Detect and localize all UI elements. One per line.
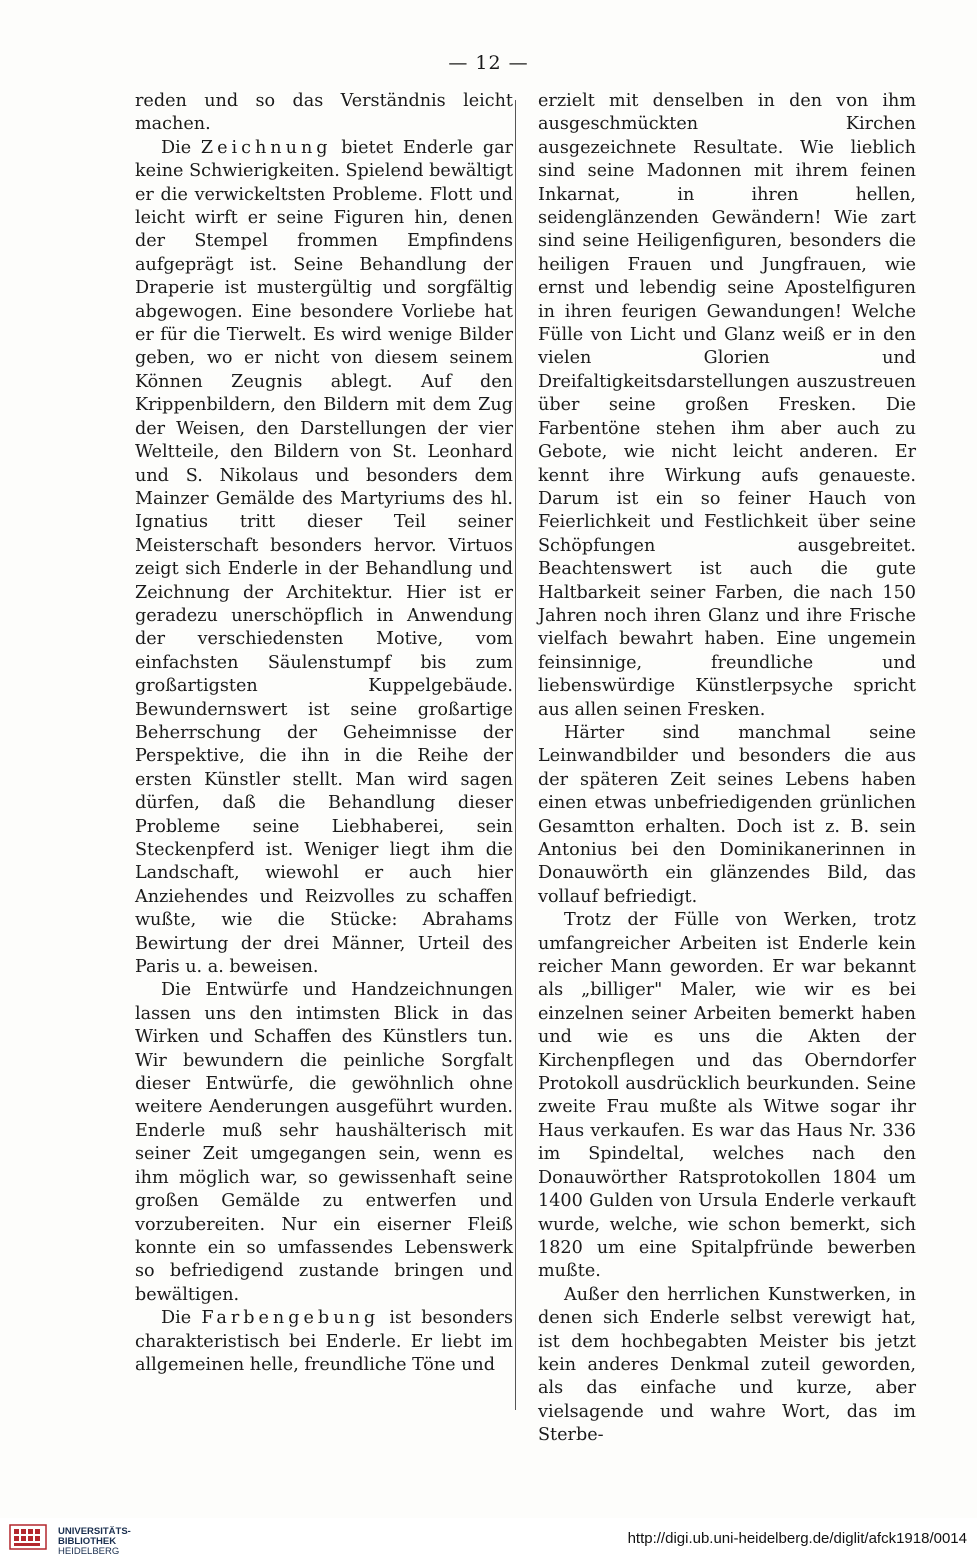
left-paragraph-2-lead: Die <box>161 137 201 158</box>
left-paragraph-2-body: bietet Enderle gar keine Schwierigkeiten. Spielend bewältigt er die verwickeltsten Probleme. Flott und leicht wirft er seine Figuren hin, denen der Stempel frommen Empfindens aufgeprägt ist. Seine Behandlung der Draperie ist mustergültig und sorgfältig abgewogen. Eine besondere Vorliebe hat er für die Tierwelt. Es wird wenige Bilder geben, wo er nicht von diesem seinem Können Zeugnis ablegt. Auf den Krippenbildern, den Bildern mit dem Zug der Weisen, den Darstellungen der vier Weltteile, den Bildern von St. Leonhard und S. Nikolaus und besonders dem Mainzer Gemälde des Martyriums des hl. Ignatius tritt dieser Teil seiner Meisterschaft besonders hervor. Virtuos zeigt sich Enderle in der Behandlung und Zeichnung der Architektur. Hier ist er geradezu unerschöpflich in Anwendung der verschiedensten Motive, vom einfachsten Säulenstumpf bis zum großartigsten Kuppelgebäude. Bewundernswert ist seine großartige Beherrschung der Geheimnisse der Perspektive, die ihn in die Reihe der ersten Künstler stellt. Man wird sagen dürfen, daß die Behandlung dieser Probleme seine Liebhaberei, sein Steckenpferd ist. Weniger liegt ihm die Landschaft, wiewohl er auch hier Anziehendes und Reizvolles zu schaffen wußte, wie die Stücke: Abrahams Bewirtung der drei Männer, Urteil des Paris u. a. beweisen. <box>135 137 513 978</box>
library-name-line-1: UNIVERSITÄTS- <box>58 1526 131 1537</box>
right-paragraph-2: Härter sind manchmal seine Leinwandbilder und besonders die aus der späteren Zeit seines Lebens haben einen etwas unbefriedigenden grünlichen Gesamtton erhalten. Doch ist z. B. sein Antonius bei den Dominikanerinnen in Donauwörth ein glänzendes Bild, das vollauf befriedigt. <box>538 722 916 907</box>
right-paragraph-4: Außer den herrlichen Kunstwerken, in denen sich Enderle selbst verewigt hat, ist dem hochbegabten Meister bis jetzt kein anderes Denkmal zuteil geworden, als das einfache und kurze, aber vielsagende und wahre Wort, das im Sterbe- <box>538 1284 916 1446</box>
page-number: — 12 — <box>448 52 529 74</box>
library-name-line-3: HEIDELBERG <box>58 1546 120 1557</box>
source-url-link[interactable]: http://digi.ub.uni-heidelberg.de/diglit/afck1918/0014 <box>627 1530 967 1547</box>
left-paragraph-4-lead: Die <box>161 1308 202 1329</box>
left-paragraph-3: Die Entwürfe und Handzeichnungen lassen uns den intimsten Blick in das Wirken und Schaffen des Künstlers tun. Wir bewundern die peinliche Sorgfalt dieser Entwürfe, die gewöhnlich ohne weitere Aenderungen ausgeführt wurden. Enderle muß sehr haushälterisch mit seiner Zeit umgegangen sein, wenn es ihm möglich war, so gewissenhaft seine großen Gemälde zu entwerfen und vorzubereiten. Nur ein eiserner Fleiß konnte ein so umfassendes Lebenswerk so befriedigend zustande bringen und bewältigen. <box>135 980 513 1305</box>
library-logo-icon <box>8 1522 52 1552</box>
library-name-line-2: BIBLIOTHEK <box>58 1536 117 1547</box>
right-paragraph-3: Trotz der Fülle von Werken, trotz umfangreicher Arbeiten ist Enderle kein reicher Mann geworden. Er war bekannt als „billiger" Maler, wie wir es bei einzelnen seiner Arbeiten bemerkt haben und wie es uns die Akten der Kirchenpflegen und das Oberndorfer Protokoll ausdrücklich beurkunden. Seine zweite Frau mußte als Witwe sogar ihr Haus verkaufen. Es war das Haus Nr. 336 im Spindeltal, welches nach den Donauwörther Ratsprotokollen 1804 um 1400 Gulden von Ursula Enderle verkauft wurde, welche, wie schon bemerkt, sich 1820 um eine Spitalpfründe bewerben mußte. <box>538 910 916 1282</box>
right-paragraph-1: erzielt mit denselben in den von ihm ausgeschmückten Kirchen ausgezeichnete Resultate. Wie lieblich sind seine Madonnen mit ihrem feinen Inkarnat, in ihren hellen, seidenglänzenden Gewändern! Wie zart sind seine Heiligenfiguren, besonders die heiligen Frauen und Jungfrauen, wie ernst und lebendig seine Apostelfiguren in ihren feurigen Gewandungen! Welche Fülle von Licht und Glanz weiß er in den vielen Glorien und Dreifaltigkeitsdarstellungen auszustreuen über seine großen Fresken. Die Farbentöne stehen ihm aber auch zu Gebote, wie nicht leicht anderen. Er kennt ihre Wirkung aufs genaueste. Darum ist ein so feiner Hauch von Feierlichkeit und Festlichkeit über seine Schöpfungen ausgebreitet. Beachtenswert ist auch die gute Haltbarkeit seiner Farben, die nach 150 Jahren noch ihren Glanz und ihre Frische vielfach bewahrt haben. Eine ungemein feinsinnige, freundliche und liebenswürdige Künstlerpsyche spricht aus allen seinen Fresken. <box>538 91 916 720</box>
right-column <box>538 90 916 1448</box>
left-column <box>135 90 513 1377</box>
section-term-farbengebung: Farbengebung <box>201 1308 380 1329</box>
left-paragraph-4-body: ist besonders charakteristisch bei Enderle. Er liebt im allgemeinen helle, freundliche Töne und <box>135 1308 513 1375</box>
left-paragraph-1: reden und so das Verständnis leicht machen. <box>135 91 513 135</box>
column-divider <box>515 100 516 1410</box>
section-term-zeichnung: Zeichnung <box>200 137 332 158</box>
left-paragraph-2 <box>135 137 513 980</box>
library-name <box>58 1527 131 1557</box>
left-paragraph-4 <box>135 1307 513 1377</box>
